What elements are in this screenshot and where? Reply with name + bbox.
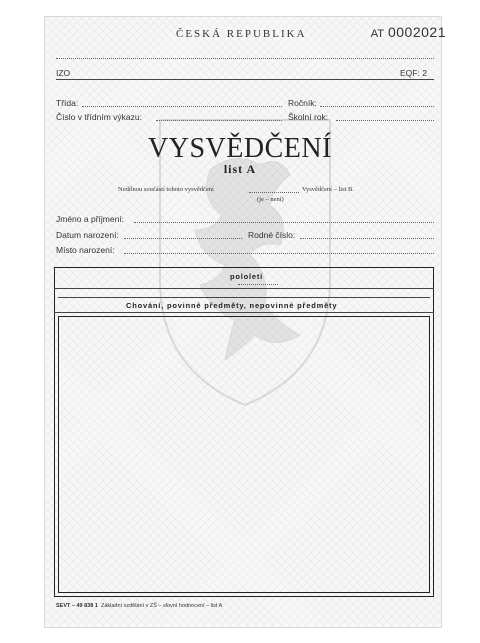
rocnik-dotline: [320, 106, 434, 107]
rodne-cislo-dotline: [300, 238, 434, 239]
country-heading: ČESKÁ REPUBLIKA: [176, 28, 307, 40]
footer-code: SEVT – 49 838 1: [56, 603, 98, 609]
trida-label: Třída:: [56, 98, 79, 108]
jmeno-dotline: [134, 222, 434, 223]
footer-description: Základní vzdělání v ZŠ – slovní hodnocení – list A: [100, 603, 223, 609]
note-dotline: [249, 192, 299, 193]
document-title: VYSVĚDČENÍ: [148, 133, 332, 164]
cislo-vykazu-label: Číslo v třídním výkazu:: [56, 112, 142, 122]
trida-dotline: [82, 106, 282, 107]
rodne-cislo-label: Rodné číslo:: [248, 230, 296, 240]
datum-narozeni-label: Datum narození:: [56, 230, 119, 240]
table-rule-1: [54, 288, 434, 289]
table-rule-3: [54, 312, 434, 313]
table-rule-2: [58, 297, 430, 298]
term-header: pololetí: [230, 272, 264, 281]
eqf-label: EQF: 2: [400, 68, 427, 78]
skolni-rok-dotline: [336, 120, 434, 121]
note-under: (je – není): [257, 196, 284, 203]
datum-narozeni-dotline: [124, 238, 242, 239]
document-subtitle: list A: [223, 162, 257, 176]
section-header: Chování, povinné předměty, nepovinné předměty: [126, 301, 338, 310]
serial-prefix: AT: [370, 28, 384, 40]
jmeno-label: Jméno a příjmení:: [56, 214, 125, 224]
term-dotline: [238, 284, 278, 285]
serial-number: [371, 24, 446, 42]
misto-narozeni-dotline: [124, 253, 434, 254]
rocnik-label: Ročník:: [288, 98, 317, 108]
skolni-rok-label: Školní rok:: [288, 112, 329, 122]
note-right: Vysvědčení – list B.: [302, 186, 354, 193]
header-rule: [56, 79, 434, 80]
izo-label: IZO: [56, 68, 71, 78]
serial-digits: 0002021: [387, 24, 446, 40]
evaluation-content-area: [58, 316, 430, 593]
izo-top-dotline: [56, 58, 434, 59]
footer-imprint: [56, 603, 222, 609]
note-left: Nedílnou součástí tohoto vysvědčení: [118, 186, 214, 193]
cislo-vykazu-dotline: [156, 120, 282, 121]
misto-narozeni-label: Místo narození:: [56, 245, 115, 255]
